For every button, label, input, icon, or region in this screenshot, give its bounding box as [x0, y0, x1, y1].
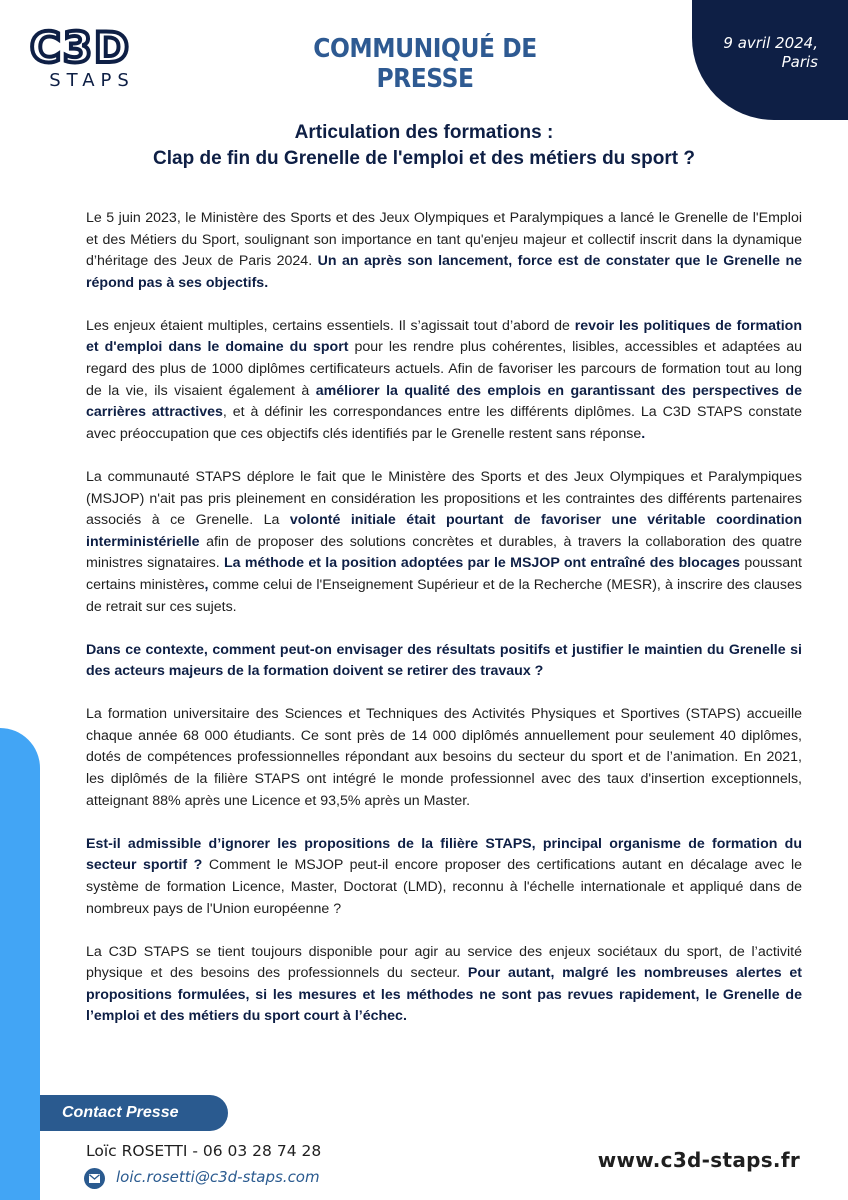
text-run: Le 5 juin 2023, le Ministère des Sports et des Jeux Olympiques et Paralympiques a lancé le Grenelle de l'Emploi et des Métiers du Sport, soulignant son importance en tant qu'enjeu majeur et collectif inscrit dans la dynamique d’héritage des Jeux de Paris 2024. [86, 210, 802, 270]
headline [60, 120, 788, 172]
bold-run: Dans ce contexte, comment peut-on envisager des résultats positifs et justifier le maintien du Grenelle si des acteurs majeurs de la formation doivent se retirer des travaux ? [86, 641, 802, 680]
bold-run: volonté initiale était pourtant de favoriser une véritable coordination interministérielle [86, 512, 802, 550]
bold-run: revoir les politiques de formation et d'emploi dans le domaine du sport [86, 317, 802, 356]
text-run: La C3D STAPS se tient toujours disponible pour agir au service des enjeux sociétaux du sport, de l’activité physique et des besoins des professionnels du secteur. [86, 943, 802, 982]
c3d-staps-logo [30, 26, 160, 96]
text-run: poussant certains ministères [86, 555, 802, 593]
headline-line-2: Clap de fin du Grenelle de l'emploi et des métiers du sport ? [153, 148, 695, 169]
body-paragraph-2 [86, 316, 802, 446]
text-run: , et à définir les correspondances entre les différents diplômes. La C3D STAPS constate avec préoccupation que ces objectifs clés identifiés par le Grenelle restent sans réponse [86, 404, 802, 442]
body-paragraph-5 [86, 704, 802, 812]
text-run: La formation universitaire des Sciences et Techniques des Activités Physiques et Sportives (STAPS) accueille chaque année 68 000 étudiants. Ce sont près de 14 000 diplômés annuellement pour seulement 40 diplômes, dotés de compétences professionnelles répondant aux besoins du secteur du sport et de l’animation. En 2021, les diplômés de la filière STAPS ont intégré le monde professionnel avec des taux d'insertion exceptionnels, atteignant 88% après une Licence et 93,5% après un Master. [86, 706, 802, 809]
body-paragraph-1 [86, 208, 802, 294]
bold-run: Pour autant, malgré les nombreuses alertes et propositions formulées, si les mesures et les méthodes ne sont pas revues rapidement, le Grenelle de l’emploi et des métiers du sport court à l’échec. [86, 965, 802, 1025]
text-run: Les enjeux étaient multiples, certains essentiels. Il s’agissait tout d’abord de [86, 317, 575, 334]
press-location: Paris [781, 53, 818, 71]
text-run: afin de proposer des solutions concrètes et durables, à travers la collaboration des quatre ministres signataires. [86, 533, 802, 572]
contact-email-link[interactable]: loic.rosetti@c3d-staps.com [116, 1168, 320, 1186]
press-date: 9 avril 2024, [723, 34, 818, 52]
left-accent-stripe [0, 728, 40, 1200]
c3d-logo-mark [30, 26, 156, 66]
body-paragraph-6 [86, 834, 802, 920]
contact-name-phone: Loïc ROSETTI - 06 03 28 74 28 [86, 1142, 322, 1160]
logo-subtext: STAPS [49, 70, 135, 91]
bold-run: Est-il admissible d’ignorer les propositions de la filière STAPS, principal organisme de formation du secteur sportif ? [86, 835, 802, 874]
text-run: comme celui de l'Enseignement Supérieur et de la Recherche (MESR), à inscrire des clauses de retrait sur ces sujets. [86, 576, 802, 615]
website-link[interactable]: www.c3d-staps.fr [597, 1148, 800, 1172]
contact-label: Contact Presse [62, 1104, 179, 1121]
contact-label-pill [40, 1095, 228, 1131]
bold-run: La méthode et la position adoptées par le MSJOP ont entraîné des blocages [223, 555, 741, 572]
logo-letters: C3D [30, 26, 131, 66]
press-release-body [86, 208, 802, 1050]
body-paragraph-3 [86, 467, 802, 618]
date-location [668, 34, 818, 72]
text-run: Comment le MSJOP peut-il encore proposer des certifications autant en décalage avec le système de formation Licence, Master, Doctorat (LMD), reconnu à l'échelle internationale et appliqué dans de nombreux pays de l'Union européenne ? [86, 857, 802, 917]
text-run: pour les rendre plus cohérentes, lisibles, accessibles et adaptées au regard des plus de 1000 diplômes certificateurs actuels. Afin de favoriser les parcours de formation tout au long de la vie, ils visaient également à [86, 339, 802, 399]
email-icon [84, 1168, 105, 1189]
body-paragraph-7 [86, 942, 802, 1028]
bold-run: , [204, 576, 209, 593]
press-release-title: COMMUNIQUÉ DE PRESSE [313, 34, 537, 94]
bold-run: améliorer la qualité des emplois en garantissant des perspectives de carrières attractives [86, 382, 802, 421]
bold-run: Un an après son lancement, force est de constater que le Grenelle ne répond pas à ses objectifs. [86, 253, 802, 291]
headline-line-1: Articulation des formations : [294, 122, 554, 143]
bold-run: . [641, 425, 646, 442]
text-run: La communauté STAPS déplore le fait que le Ministère des Sports et des Jeux Olympiques et Paralympiques (MSJOP) n'ait pas pris pleinement en considération les propositions et les contraintes des différents partenaires associés à ce Grenelle. La [86, 468, 802, 529]
body-paragraph-4 [86, 640, 802, 683]
